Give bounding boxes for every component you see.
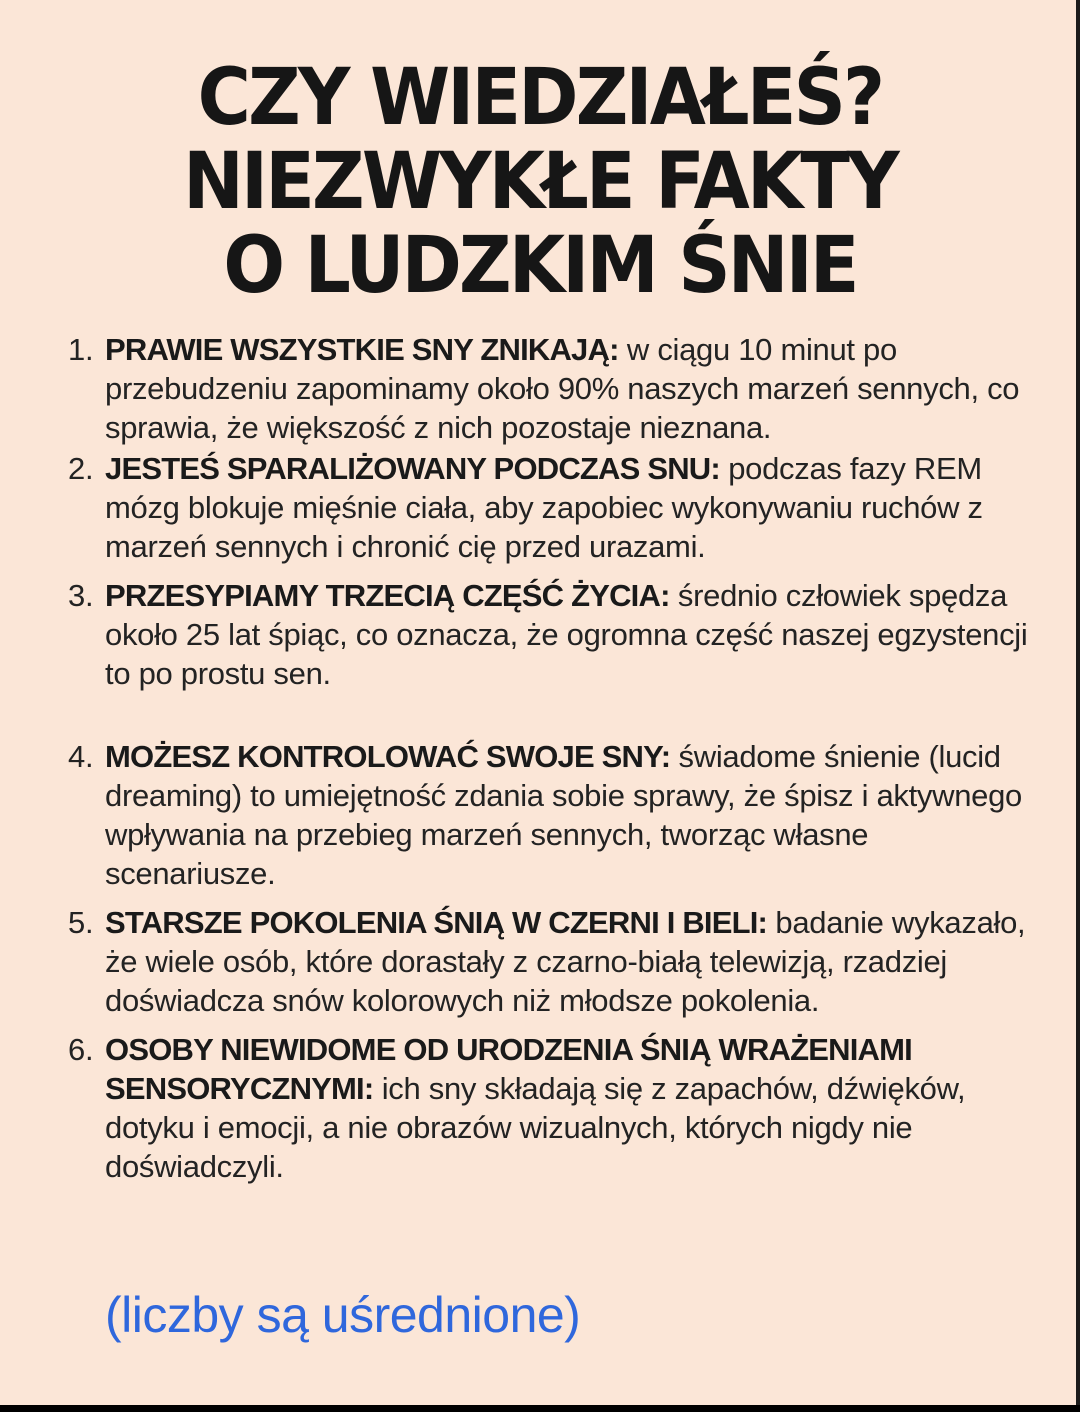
title-line-1: CZY WIEDZIAŁEŚ? bbox=[197, 53, 883, 143]
fact-heading: OSOBY NIEWIDOME OD URODZENIA ŚNIĄ WRAŻENIAMI SENSORYCZNYMI: bbox=[105, 1032, 912, 1106]
fact-number: 3. bbox=[68, 578, 94, 613]
title-line-2: NIEZWYKŁE FAKTY bbox=[183, 137, 897, 227]
fact-text: w ciągu 10 minut po przebudzeniu zapominamy około 90% naszych marzeń sennych, co sprawia, że większość z nich pozostaje nieznana. bbox=[105, 332, 1020, 445]
fact-number: 2. bbox=[68, 451, 94, 486]
fact-text: średnio człowiek spędza około 25 lat śpiąc, co oznacza, że ogromna część naszej egzystencji to po prostu sen. bbox=[105, 578, 1028, 691]
fact-item bbox=[60, 1030, 1045, 1186]
page-title bbox=[38, 53, 1042, 311]
fact-item bbox=[60, 903, 1045, 1020]
facts-list bbox=[60, 330, 1045, 1186]
fact-text: ich sny składają się z zapachów, dźwięków, dotyku i emocji, a nie obrazów wizualnych, których nigdy nie doświadczyli. bbox=[105, 1071, 966, 1184]
fact-item bbox=[60, 449, 1045, 566]
title-line-3: O LUDZKIM ŚNIE bbox=[223, 221, 857, 311]
fact-heading: STARSZE POKOLENIA ŚNIĄ W CZERNI I BIELI: bbox=[105, 905, 768, 940]
averaged-numbers-note: (liczby są uśrednione) bbox=[105, 1287, 581, 1343]
fact-number: 6. bbox=[68, 1032, 94, 1067]
fact-heading: MOŻESZ KONTROLOWAĆ SWOJE SNY: bbox=[105, 739, 671, 774]
fact-number: 4. bbox=[68, 739, 94, 774]
fact-heading: PRAWIE WSZYSTKIE SNY ZNIKAJĄ: bbox=[105, 332, 619, 367]
fact-text: świadome śnienie (lucid dreaming) to umiejętność zdania sobie sprawy, że śpisz i aktywnego wpływania na przebieg marzeń sennych, tworząc własne scenariusze. bbox=[105, 739, 1022, 891]
fact-item bbox=[60, 737, 1045, 893]
fact-number: 1. bbox=[68, 332, 94, 367]
fact-text: badanie wykazało, że wiele osób, które dorastały z czarno-białą telewizją, rzadziej doświadcza snów kolorowych niż młodsze pokolenia. bbox=[105, 905, 1026, 1018]
fact-text: podczas fazy REM mózg blokuje mięśnie ciała, aby zapobiec wykonywaniu ruchów z marzeń sennych i chronić cię przed urazami. bbox=[105, 451, 983, 564]
fact-number: 5. bbox=[68, 905, 94, 940]
fact-item bbox=[60, 576, 1045, 693]
fact-heading: JESTEŚ SPARALIŻOWANY PODCZAS SNU: bbox=[105, 451, 720, 486]
fact-item bbox=[60, 330, 1045, 447]
fact-heading: PRZESYPIAMY TRZECIĄ CZĘŚĆ ŻYCIA: bbox=[105, 578, 670, 613]
